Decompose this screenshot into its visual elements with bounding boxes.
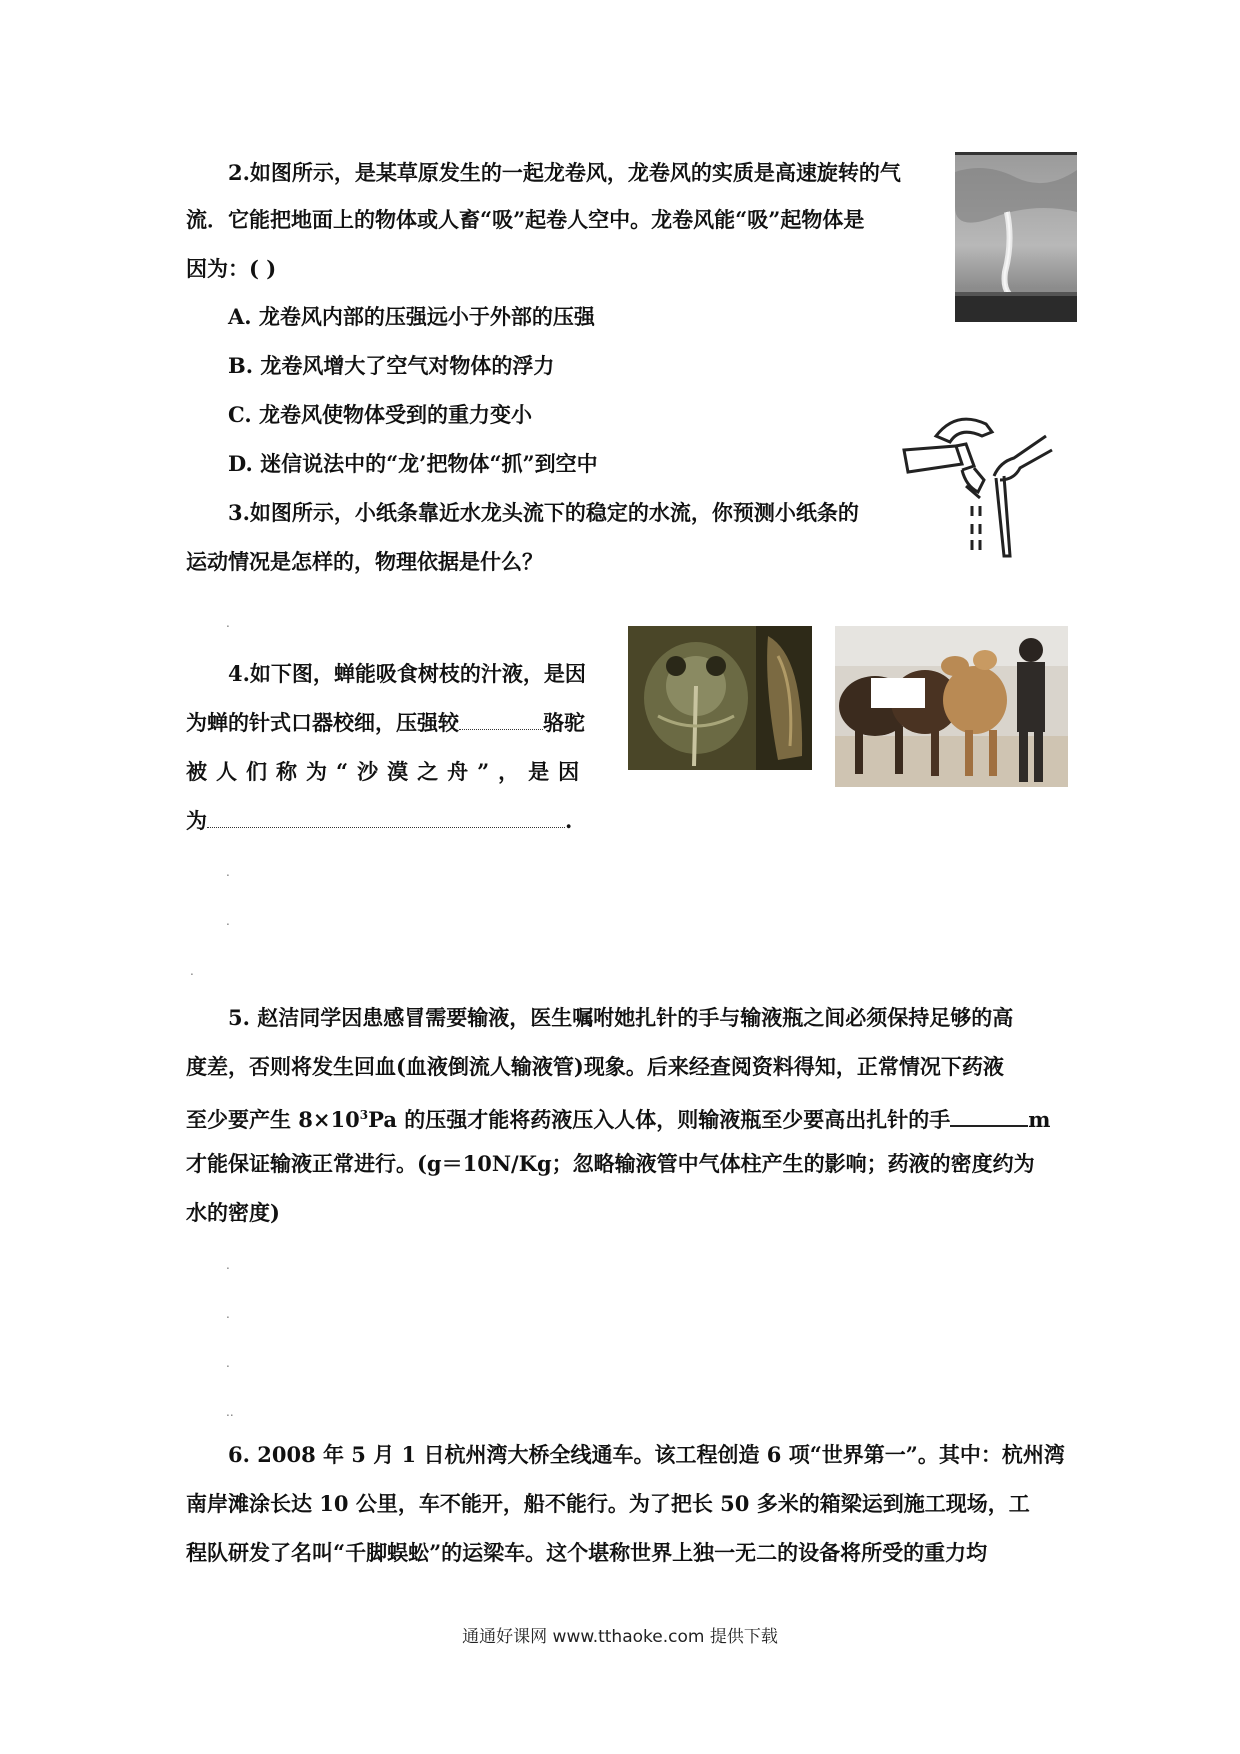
q5-blank[interactable] — [950, 1105, 1028, 1127]
q4-line-2 — [186, 708, 585, 738]
q5-exponent: 3 — [359, 1108, 369, 1122]
q4-line-2-text: 为蝉的针式口器校细，压强较 — [186, 710, 459, 735]
spacer-dot: . — [226, 1307, 230, 1321]
q2-option-d: D. 迷信说法中的“龙’把物体“抓”到空中 — [228, 451, 598, 476]
spacer-dot: . — [226, 616, 230, 630]
spacer-dot: . — [226, 914, 230, 928]
spacer-dot: . — [226, 1258, 230, 1272]
q5-line-5: 水的密度) — [186, 1200, 280, 1225]
footer-credit: 通通好课网 www.tthaoke.com 提供下载 — [462, 1627, 778, 1647]
q6-line-2: 南岸滩涂长达 10 公里，车不能开，船不能行。为了把长 50 多米的箱梁运到施工现场，工 — [186, 1491, 1030, 1516]
tornado-photo — [955, 152, 1077, 322]
q6-line-1: 6. 2008 年 5 月 1 日杭州湾大桥全线通车。该工程创造 6 项“世界第一”。其中：杭州湾 — [228, 1442, 1065, 1467]
q2-line-2: 流．它能把地面上的物体或人畜“吸”起卷人空中。龙卷风能“吸”起物体是 — [186, 207, 865, 232]
spacer-dot: .. — [226, 1405, 234, 1419]
q4-line-3: 被人们称为“沙漠之舟”，是因 — [186, 759, 589, 784]
q5-line-3 — [186, 1100, 1051, 1135]
camels-photo — [835, 626, 1068, 787]
q3-line-1: 3.如图所示，小纸条靠近水龙头流下的稳定的水流，你预测小纸条的 — [228, 500, 859, 525]
q4-line-4-tail: . — [565, 808, 573, 833]
q4-blank-1[interactable] — [459, 709, 543, 730]
q3-line-2: 运动情况是怎样的，物理依据是什么？ — [186, 549, 543, 574]
q2-option-a: A. 龙卷风内部的压强远小于外部的压强 — [228, 304, 595, 329]
q2-option-b: B. 龙卷风增大了空气对物体的浮力 — [228, 353, 555, 378]
q5-line-3-text: 至少要产生 8×10 — [186, 1107, 360, 1132]
q5-line-4: 才能保证输液正常进行。(g＝10N/Kg；忽略输液管中气体柱产生的影响；药液的密度约为 — [186, 1151, 1035, 1176]
q5-line-1: 5. 赵洁同学因患感冒需要输液，医生嘱咐她扎针的手与输液瓶之间必须保持足够的高 — [228, 1005, 1014, 1030]
q4-line-2-tail: 骆驼 — [543, 710, 585, 735]
q4-line-4 — [186, 806, 572, 836]
q6-line-3: 程队研发了名叫“千脚蜈蚣”的运梁车。这个堪称世界上独一无二的设备将所受的重力均 — [186, 1540, 988, 1565]
spacer-dot: . — [190, 964, 194, 978]
q4-blank-2[interactable] — [207, 807, 565, 828]
spacer-dot: . — [226, 1356, 230, 1370]
q4-line-4-text: 为 — [186, 808, 207, 833]
q5-line-3-mid: Pa 的压强才能将药液压入人体，则输液瓶至少要高出扎针的手 — [368, 1107, 951, 1132]
q2-line-1: 2.如图所示，是某草原发生的一起龙卷风，龙卷风的实质是高速旋转的气 — [228, 160, 901, 185]
q2-line-3: 因为：( ) — [186, 256, 277, 281]
cicada-photo — [628, 626, 812, 770]
q4-line-1: 4.如下图，蝉能吸食树枝的汁液，是因 — [228, 661, 586, 686]
q5-unit: m — [1028, 1107, 1051, 1132]
faucet-drawing — [896, 406, 1058, 562]
spacer-dot: . — [226, 865, 230, 879]
q5-line-2: 度差，否则将发生回血(血液倒流人输液管)现象。后来经查阅资料得知，正常情况下药液 — [186, 1054, 1004, 1079]
q2-option-c: C. 龙卷风使物体受到的重力变小 — [228, 402, 532, 427]
